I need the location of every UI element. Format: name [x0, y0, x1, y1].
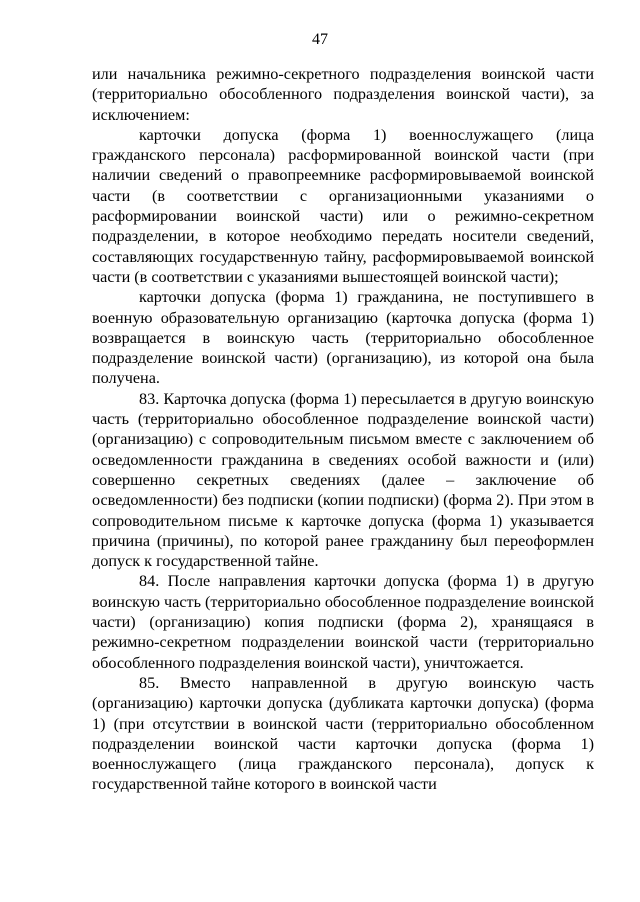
document-body — [92, 64, 594, 795]
paragraph-continuation: или начальника режимно-секретного подразделения воинской части (территориально обособленного подразделения воинской части), за исключением: — [92, 65, 594, 124]
paragraph-83: 83. Карточка допуска (форма 1) пересылается в другую воинскую часть (территориально обособленное подразделение воинской части) (организацию) с сопроводительным письмом вместе с заключением об осведомленности гражданина в сведениях особой важности и (или) совершенно секретных сведениях (далее – заключение об осведомленности) без подписки (копии подписки) (форма 2). При этом в сопроводительном письме к карточке допуска (форма 1) указывается причина (причины), по которой ранее гражданину был переоформлен допуск к государственной тайне. — [92, 389, 594, 571]
page-number: 47 — [312, 31, 328, 48]
paragraph-exception-disbanded-unit: карточки допуска (форма 1) военнослужащего (лица гражданского персонала) расформированной воинской части (при наличии сведений о правопреемнике расформировываемой воинской части (в соответствии с организационными указаниями о расформировании воинской части) или о режимно-секретном подразделении, в которое необходимо передать носители сведений, составляющих государственную тайну, расформировываемой воинской части (в соответствии с указаниями вышестоящей воинской части); — [92, 125, 594, 286]
paragraph-85: 85. Вместо направленной в другую воинскую часть (организацию) карточки допуска (дубликата карточки допуска) (форма 1) (при отсутствии в воинской части (территориально обособленном подразделении воинской части карточки допуска (форма 1) военнослужащего (лица гражданского персонала), допуск к государственной тайне которого в воинской части — [92, 673, 594, 794]
paragraph-exception-not-enrolled: карточки допуска (форма 1) гражданина, не поступившего в военную образовательную организацию (карточка допуска (форма 1) возвращается в воинскую часть (территориально обособленное подразделение воинской части) (организацию), из которой она была получена. — [92, 288, 594, 388]
paragraph-84: 84. После направления карточки допуска (форма 1) в другую воинскую часть (территориально обособленное подразделение воинской части) (организацию) копия подписки (форма 2), хранящаяся в режимно-секретном подразделении воинской части (территориально обособленного подразделения воинской части), уничтожается. — [92, 572, 594, 672]
